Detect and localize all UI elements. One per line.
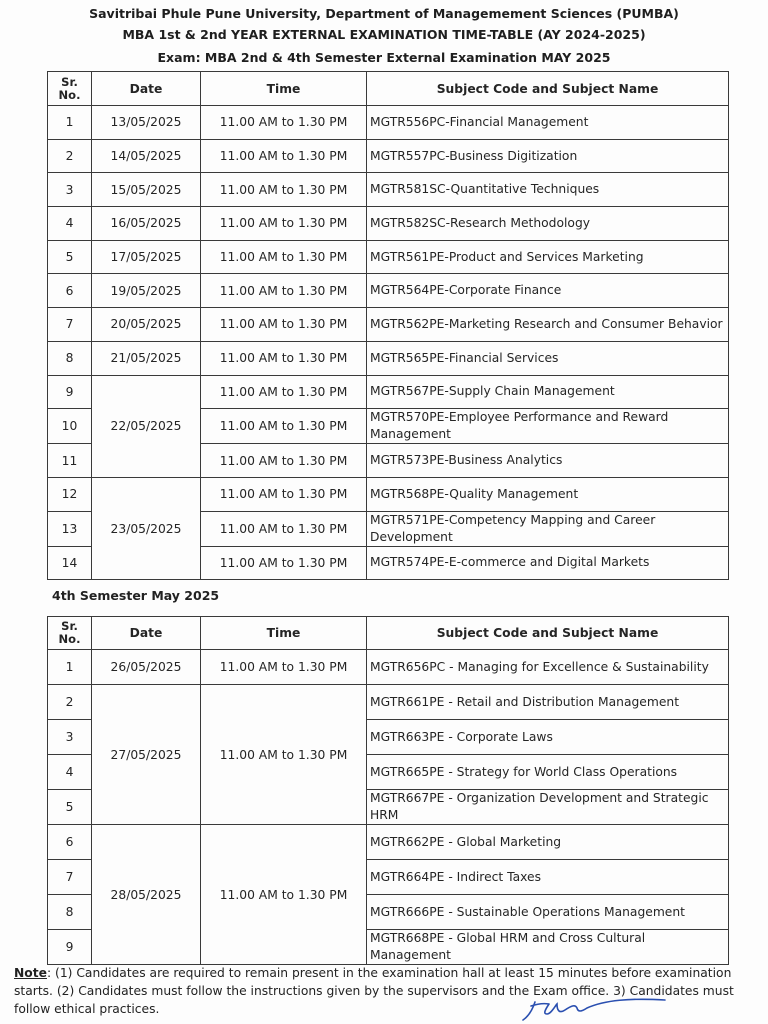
signature-stroke xyxy=(523,999,665,1020)
subject-cell: MGTR662PE - Global Marketing xyxy=(367,825,729,860)
time-cell: 11.00 AM to 1.30 PM xyxy=(201,685,367,825)
table-row xyxy=(48,341,729,375)
sr-no-cell: 11 xyxy=(48,444,92,478)
note-label: Note xyxy=(14,966,47,980)
subject-cell: MGTR567PE-Supply Chain Management xyxy=(367,375,729,409)
date-cell: 16/05/2025 xyxy=(92,207,201,241)
date-header: Date xyxy=(92,72,201,106)
subject-cell: MGTR574PE-E-commerce and Digital Markets xyxy=(367,546,729,580)
date-header: Date xyxy=(92,617,201,650)
sr-no-header: Sr. No. xyxy=(48,72,92,106)
time-cell: 11.00 AM to 1.30 PM xyxy=(201,207,367,241)
sr-no-cell: 14 xyxy=(48,546,92,580)
table-row xyxy=(48,375,729,409)
subject-cell: MGTR568PE-Quality Management xyxy=(367,477,729,511)
subject-cell: MGTR656PC - Managing for Excellence & Sustainability xyxy=(367,650,729,685)
time-cell: 11.00 AM to 1.30 PM xyxy=(201,341,367,375)
time-cell: 11.00 AM to 1.30 PM xyxy=(201,139,367,173)
subject-cell: MGTR557PC-Business Digitization xyxy=(367,139,729,173)
table-row xyxy=(48,173,729,207)
sr-no-cell: 2 xyxy=(48,139,92,173)
time-cell: 11.00 AM to 1.30 PM xyxy=(201,650,367,685)
date-cell: 28/05/2025 xyxy=(92,825,201,965)
table-row xyxy=(48,139,729,173)
time-header: Time xyxy=(201,617,367,650)
table-row xyxy=(48,207,729,241)
table-row xyxy=(48,308,729,342)
date-cell: 21/05/2025 xyxy=(92,341,201,375)
subject-header: Subject Code and Subject Name xyxy=(367,617,729,650)
timetable-title: MBA 1st & 2nd YEAR EXTERNAL EXAMINATION TIME-TABLE (AY 2024-2025) xyxy=(122,27,646,42)
subject-cell: MGTR562PE-Marketing Research and Consumer Behavior xyxy=(367,308,729,342)
date-cell: 23/05/2025 xyxy=(92,477,201,579)
table-row xyxy=(48,685,729,720)
time-cell: 11.00 AM to 1.30 PM xyxy=(201,308,367,342)
date-cell: 13/05/2025 xyxy=(92,106,201,140)
time-cell: 11.00 AM to 1.30 PM xyxy=(201,546,367,580)
sr-no-cell: 5 xyxy=(48,790,92,825)
date-cell: 26/05/2025 xyxy=(92,650,201,685)
subject-cell: MGTR561PE-Product and Services Marketing xyxy=(367,240,729,274)
date-cell: 14/05/2025 xyxy=(92,139,201,173)
subject-cell: MGTR665PE - Strategy for World Class Operations xyxy=(367,755,729,790)
subject-cell: MGTR570PE-Employee Performance and Reward Management xyxy=(367,409,729,444)
sr-no-cell: 9 xyxy=(48,375,92,409)
date-cell: 15/05/2025 xyxy=(92,173,201,207)
signature xyxy=(515,992,675,1024)
time-cell: 11.00 AM to 1.30 PM xyxy=(201,444,367,478)
sr-no-cell: 10 xyxy=(48,409,92,444)
exam-title: Exam: MBA 2nd & 4th Semester External Examination MAY 2025 xyxy=(157,50,611,65)
sr-no-cell: 13 xyxy=(48,511,92,546)
sr-no-cell: 8 xyxy=(48,895,92,930)
table-row xyxy=(48,274,729,308)
time-header: Time xyxy=(201,72,367,106)
time-cell: 11.00 AM to 1.30 PM xyxy=(201,375,367,409)
sr-no-cell: 3 xyxy=(48,173,92,207)
note-text: : (1) Candidates are required to remain present in the examination hall at least 15 minutes before examination starts. (2) Candidates must follow the instructions given by the supervisors and the Exam office. 3) Candidates must follow ethical practices. xyxy=(14,966,734,1016)
sr-no-cell: 7 xyxy=(48,860,92,895)
sr-no-cell: 4 xyxy=(48,207,92,241)
sr-no-header: Sr. No. xyxy=(48,617,92,650)
sr-no-cell: 8 xyxy=(48,341,92,375)
time-cell: 11.00 AM to 1.30 PM xyxy=(201,511,367,546)
time-cell: 11.00 AM to 1.30 PM xyxy=(201,173,367,207)
time-cell: 11.00 AM to 1.30 PM xyxy=(201,825,367,965)
table-header-row xyxy=(48,617,729,650)
sr-no-cell: 5 xyxy=(48,240,92,274)
date-cell: 22/05/2025 xyxy=(92,375,201,477)
sr-no-cell: 1 xyxy=(48,106,92,140)
subject-cell: MGTR668PE - Global HRM and Cross Cultural Management xyxy=(367,930,729,965)
table-row xyxy=(48,477,729,511)
subject-cell: MGTR663PE - Corporate Laws xyxy=(367,720,729,755)
time-cell: 11.00 AM to 1.30 PM xyxy=(201,477,367,511)
subject-cell: MGTR571PE-Competency Mapping and Career Development xyxy=(367,511,729,546)
sr-no-cell: 1 xyxy=(48,650,92,685)
sr-no-cell: 6 xyxy=(48,825,92,860)
subject-cell: MGTR582SC-Research Methodology xyxy=(367,207,729,241)
date-cell: 19/05/2025 xyxy=(92,274,201,308)
time-cell: 11.00 AM to 1.30 PM xyxy=(201,274,367,308)
time-cell: 11.00 AM to 1.30 PM xyxy=(201,240,367,274)
section-title-4th-semester: 4th Semester May 2025 xyxy=(52,588,220,603)
sr-no-cell: 4 xyxy=(48,755,92,790)
subject-cell: MGTR556PC-Financial Management xyxy=(367,106,729,140)
sr-no-cell: 12 xyxy=(48,477,92,511)
subject-cell: MGTR666PE - Sustainable Operations Management xyxy=(367,895,729,930)
sr-no-cell: 7 xyxy=(48,308,92,342)
table-row xyxy=(48,106,729,140)
sr-no-cell: 2 xyxy=(48,685,92,720)
subject-cell: MGTR664PE - Indirect Taxes xyxy=(367,860,729,895)
date-cell: 20/05/2025 xyxy=(92,308,201,342)
semester-4-timetable xyxy=(47,616,729,965)
university-title: Savitribai Phule Pune University, Department of Managemement Sciences (PUMBA) xyxy=(89,6,679,21)
time-cell: 11.00 AM to 1.30 PM xyxy=(201,106,367,140)
time-cell: 11.00 AM to 1.30 PM xyxy=(201,409,367,444)
table-row xyxy=(48,825,729,860)
subject-header: Subject Code and Subject Name xyxy=(367,72,729,106)
semester-2-timetable xyxy=(47,71,729,580)
subject-cell: MGTR564PE-Corporate Finance xyxy=(367,274,729,308)
sr-no-cell: 3 xyxy=(48,720,92,755)
subject-cell: MGTR667PE - Organization Development and Strategic HRM xyxy=(367,790,729,825)
table-row xyxy=(48,650,729,685)
sr-no-cell: 9 xyxy=(48,930,92,965)
subject-cell: MGTR573PE-Business Analytics xyxy=(367,444,729,478)
subject-cell: MGTR581SC-Quantitative Techniques xyxy=(367,173,729,207)
subject-cell: MGTR661PE - Retail and Distribution Management xyxy=(367,685,729,720)
sr-no-cell: 6 xyxy=(48,274,92,308)
date-cell: 17/05/2025 xyxy=(92,240,201,274)
date-cell: 27/05/2025 xyxy=(92,685,201,825)
table-row xyxy=(48,240,729,274)
table-header-row xyxy=(48,72,729,106)
subject-cell: MGTR565PE-Financial Services xyxy=(367,341,729,375)
